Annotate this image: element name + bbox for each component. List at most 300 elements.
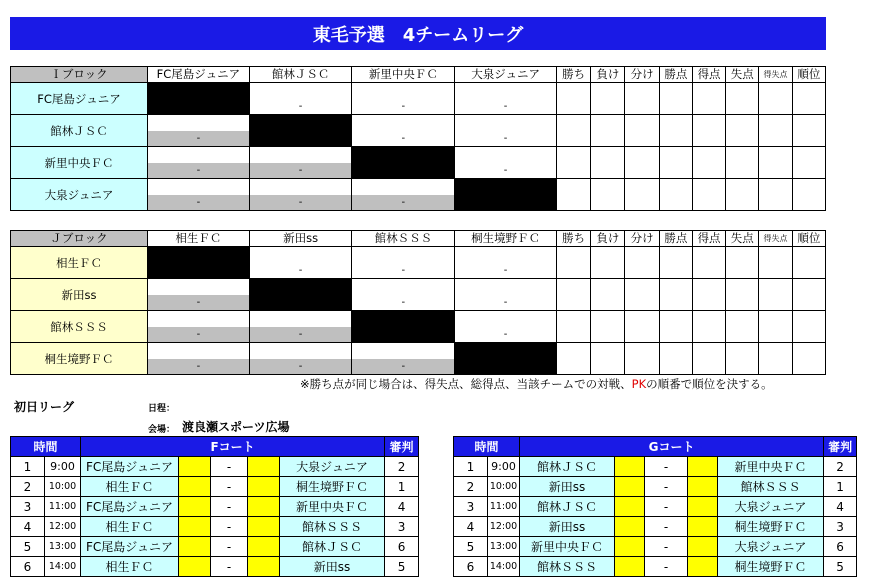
stat-cell <box>692 83 725 115</box>
referee-number: 5 <box>824 557 857 577</box>
match-row <box>454 497 857 517</box>
result-upper <box>352 279 454 294</box>
result-cell <box>249 343 352 375</box>
result-dash: - <box>401 297 406 308</box>
stat-cell <box>759 147 792 179</box>
match-row <box>454 557 857 577</box>
stat-cell <box>726 279 759 311</box>
stat-cell <box>792 115 825 147</box>
row-team-name: 大泉ジュニア <box>11 179 148 211</box>
venue-name: 渡良瀬スポーツ広場 <box>182 420 290 434</box>
stat-header: 勝点 <box>659 67 692 83</box>
result-dash: - <box>503 297 508 308</box>
stat-cell <box>726 343 759 375</box>
match-number: 4 <box>11 517 45 537</box>
result-cell <box>352 343 455 375</box>
stat-cell <box>726 179 759 211</box>
home-team: FC尾島ジュニア <box>81 537 179 557</box>
referee-header: 審判 <box>385 437 419 457</box>
result-cell <box>148 311 250 343</box>
match-number: 2 <box>11 477 45 497</box>
away-score-cell <box>248 457 280 477</box>
result-upper <box>250 247 352 262</box>
stat-header: 失点 <box>726 67 759 83</box>
home-score-cell <box>179 477 211 497</box>
result-upper <box>250 179 352 194</box>
home-team: 館林ＪＳＣ <box>520 497 615 517</box>
stat-cell <box>659 179 692 211</box>
page-title: 東毛予選 4チームリーグ <box>10 17 826 50</box>
stat-cell <box>659 311 692 343</box>
column-team-name: 桐生境野ＦＣ <box>455 231 557 247</box>
away-score-cell <box>248 557 280 577</box>
result-upper <box>455 115 556 130</box>
stat-cell <box>692 147 725 179</box>
stat-header: 得点 <box>692 231 725 247</box>
match-time: 11:00 <box>488 497 520 517</box>
stat-cell <box>625 279 659 311</box>
result-upper <box>352 247 454 262</box>
result-upper <box>148 343 249 358</box>
result-cell <box>148 343 250 375</box>
match-row <box>11 477 419 497</box>
match-time: 12:00 <box>45 517 81 537</box>
match-row <box>11 457 419 477</box>
away-score-cell <box>248 477 280 497</box>
home-score-cell <box>615 537 645 557</box>
stat-cell <box>759 311 792 343</box>
score-separator: - <box>211 517 248 537</box>
stat-cell <box>625 147 659 179</box>
match-number: 1 <box>454 457 488 477</box>
score-separator: - <box>645 457 688 477</box>
result-upper <box>455 279 556 294</box>
away-team: 大泉ジュニア <box>280 457 385 477</box>
match-time: 10:00 <box>45 477 81 497</box>
home-team: 新田ss <box>520 477 615 497</box>
away-team: 館林ＪＳＣ <box>280 537 385 557</box>
match-row <box>454 457 857 477</box>
result-upper <box>352 115 454 130</box>
match-number: 3 <box>11 497 45 517</box>
stat-cell <box>792 179 825 211</box>
home-score-cell <box>615 497 645 517</box>
referee-number: 2 <box>824 457 857 477</box>
stat-cell <box>556 179 590 211</box>
self-match-cell <box>249 279 352 311</box>
away-score-cell <box>688 517 718 537</box>
result-dash: - <box>196 329 201 340</box>
schedule-table-f-court <box>10 436 419 577</box>
result-cell <box>148 179 250 211</box>
stat-header: 負け <box>591 67 625 83</box>
row-team-name: 館林ＪＳＣ <box>11 115 148 147</box>
result-upper <box>148 179 249 194</box>
column-team-name: FC尾島ジュニア <box>148 67 250 83</box>
away-team: 新田ss <box>280 557 385 577</box>
result-dash: - <box>401 361 406 372</box>
column-team-name: 相生ＦＣ <box>148 231 250 247</box>
block-name: Ｊブロック <box>11 231 148 247</box>
self-match-cell <box>148 83 250 115</box>
result-upper <box>250 343 352 358</box>
result-cell <box>249 247 352 279</box>
stat-cell <box>726 247 759 279</box>
score-separator: - <box>211 497 248 517</box>
stat-cell <box>659 83 692 115</box>
match-time: 9:00 <box>488 457 520 477</box>
result-cell <box>352 279 455 311</box>
stat-cell <box>625 247 659 279</box>
referee-number: 3 <box>385 517 419 537</box>
result-dash: - <box>401 101 406 112</box>
score-separator: - <box>645 557 688 577</box>
referee-number: 1 <box>385 477 419 497</box>
stat-cell <box>792 279 825 311</box>
stat-header: 失点 <box>726 231 759 247</box>
result-dash: - <box>196 165 201 176</box>
league-table-block-j <box>10 230 826 375</box>
result-cell <box>249 311 352 343</box>
result-cell <box>352 247 455 279</box>
away-team: 桐生境野ＦＣ <box>718 557 824 577</box>
league-day-label: 初日リーグ <box>14 400 75 414</box>
stat-cell <box>556 247 590 279</box>
match-number: 1 <box>11 457 45 477</box>
match-row <box>11 537 419 557</box>
match-number: 5 <box>454 537 488 557</box>
result-dash: - <box>298 329 303 340</box>
result-dash: - <box>298 197 303 208</box>
score-separator: - <box>645 537 688 557</box>
away-score-cell <box>248 497 280 517</box>
stat-cell <box>659 279 692 311</box>
result-dash: - <box>503 329 508 340</box>
result-dash: - <box>298 361 303 372</box>
result-upper <box>352 343 454 358</box>
home-team: 館林ＳＳＳ <box>520 557 615 577</box>
match-time: 9:00 <box>45 457 81 477</box>
self-match-cell <box>148 247 250 279</box>
league-table-block-i <box>10 66 826 211</box>
stat-header: 分け <box>625 67 659 83</box>
stat-cell <box>692 279 725 311</box>
home-team: 相生ＦＣ <box>81 557 179 577</box>
self-match-cell <box>455 343 557 375</box>
stat-cell <box>759 83 792 115</box>
result-cell <box>148 115 250 147</box>
self-match-cell <box>352 311 455 343</box>
away-team: 大泉ジュニア <box>718 537 824 557</box>
result-cell <box>249 147 352 179</box>
result-upper <box>455 311 556 326</box>
away-team: 館林ＳＳＳ <box>280 517 385 537</box>
match-time: 10:00 <box>488 477 520 497</box>
referee-number: 3 <box>824 517 857 537</box>
result-dash: - <box>401 133 406 144</box>
stat-cell <box>556 311 590 343</box>
score-separator: - <box>645 497 688 517</box>
stat-cell <box>591 247 625 279</box>
column-team-name: 館林ＳＳＳ <box>352 231 455 247</box>
stat-header: 分け <box>625 231 659 247</box>
team-row <box>11 311 826 343</box>
match-row <box>454 517 857 537</box>
self-match-cell <box>455 179 557 211</box>
referee-number: 5 <box>385 557 419 577</box>
stat-header: 勝ち <box>556 67 590 83</box>
team-row <box>11 247 826 279</box>
stat-cell <box>726 147 759 179</box>
result-dash: - <box>503 133 508 144</box>
match-time: 11:00 <box>45 497 81 517</box>
result-upper <box>148 311 249 326</box>
stat-cell <box>556 83 590 115</box>
away-team: 新里中央ＦＣ <box>718 457 824 477</box>
home-score-cell <box>179 497 211 517</box>
team-row <box>11 343 826 375</box>
match-row <box>454 537 857 557</box>
stat-cell <box>591 179 625 211</box>
stat-header: 勝ち <box>556 231 590 247</box>
stat-cell <box>591 147 625 179</box>
column-team-name: 新里中央ＦＣ <box>352 67 455 83</box>
referee-number: 6 <box>385 537 419 557</box>
stat-header: 負け <box>591 231 625 247</box>
row-team-name: 相生ＦＣ <box>11 247 148 279</box>
away-score-cell <box>688 457 718 477</box>
stat-cell <box>692 247 725 279</box>
home-team: FC尾島ジュニア <box>81 497 179 517</box>
home-score-cell <box>179 557 211 577</box>
stat-header: 順位 <box>792 231 825 247</box>
result-dash: - <box>298 165 303 176</box>
venue-label: 会場： <box>148 425 176 435</box>
result-dash: - <box>298 265 303 276</box>
away-score-cell <box>688 497 718 517</box>
stat-cell <box>659 247 692 279</box>
match-row <box>11 557 419 577</box>
column-team-name: 館林ＪＳＣ <box>249 67 352 83</box>
result-cell <box>148 279 250 311</box>
result-cell <box>352 115 455 147</box>
result-dash: - <box>196 297 201 308</box>
result-dash: - <box>401 197 406 208</box>
stat-cell <box>556 343 590 375</box>
stat-cell <box>759 247 792 279</box>
stat-cell <box>625 343 659 375</box>
match-number: 4 <box>454 517 488 537</box>
schedule-header-row <box>454 437 857 457</box>
stat-cell <box>556 147 590 179</box>
result-dash: - <box>503 101 508 112</box>
match-row <box>11 497 419 517</box>
team-row <box>11 83 826 115</box>
league-header-row <box>11 67 826 83</box>
stat-cell <box>659 147 692 179</box>
row-team-name: 新里中央ＦＣ <box>11 147 148 179</box>
away-score-cell <box>248 537 280 557</box>
stat-header: 得点 <box>692 67 725 83</box>
score-separator: - <box>211 457 248 477</box>
result-upper <box>250 147 352 162</box>
stat-cell <box>692 311 725 343</box>
result-upper <box>148 147 249 162</box>
result-dash: - <box>196 197 201 208</box>
match-number: 5 <box>11 537 45 557</box>
referee-number: 4 <box>385 497 419 517</box>
match-number: 2 <box>454 477 488 497</box>
stat-cell <box>726 311 759 343</box>
stat-cell <box>759 115 792 147</box>
result-upper <box>148 115 249 130</box>
stat-cell <box>792 83 825 115</box>
away-team: 桐生境野ＦＣ <box>280 477 385 497</box>
self-match-cell <box>352 147 455 179</box>
team-row <box>11 115 826 147</box>
home-score-cell <box>615 517 645 537</box>
away-score-cell <box>248 517 280 537</box>
score-separator: - <box>645 477 688 497</box>
stat-cell <box>591 343 625 375</box>
home-team: 新田ss <box>520 517 615 537</box>
stat-cell <box>625 83 659 115</box>
score-separator: - <box>211 557 248 577</box>
stat-cell <box>792 247 825 279</box>
home-score-cell <box>615 477 645 497</box>
match-row <box>11 517 419 537</box>
home-score-cell <box>179 517 211 537</box>
result-dash: - <box>503 165 508 176</box>
referee-number: 4 <box>824 497 857 517</box>
match-number: 6 <box>454 557 488 577</box>
stat-cell <box>591 279 625 311</box>
result-upper <box>352 179 454 194</box>
home-team: 新里中央ＦＣ <box>520 537 615 557</box>
stat-cell <box>759 279 792 311</box>
result-upper <box>455 83 556 98</box>
away-team: 新里中央ＦＣ <box>280 497 385 517</box>
stat-cell <box>792 343 825 375</box>
stat-cell <box>692 179 725 211</box>
tiebreak-note: ※勝ち点が同じ場合は、得失点、総得点、当該チームでの対戦、PKの順番で順位を決する。 <box>300 377 773 391</box>
match-row <box>454 477 857 497</box>
result-cell <box>249 179 352 211</box>
away-team: 大泉ジュニア <box>718 497 824 517</box>
match-time: 14:00 <box>45 557 81 577</box>
away-team: 館林ＳＳＳ <box>718 477 824 497</box>
match-time: 14:00 <box>488 557 520 577</box>
away-score-cell <box>688 477 718 497</box>
home-team: 相生ＦＣ <box>81 477 179 497</box>
stat-cell <box>556 279 590 311</box>
result-dash: - <box>401 265 406 276</box>
stat-header: 順位 <box>792 67 825 83</box>
result-upper <box>455 147 556 162</box>
team-row <box>11 147 826 179</box>
away-score-cell <box>688 557 718 577</box>
result-upper <box>148 279 249 294</box>
home-score-cell <box>179 457 211 477</box>
stat-cell <box>692 343 725 375</box>
stat-cell <box>726 83 759 115</box>
court-header: Gコート <box>520 437 824 457</box>
stat-cell <box>591 115 625 147</box>
score-separator: - <box>645 517 688 537</box>
match-time: 12:00 <box>488 517 520 537</box>
stat-cell <box>759 179 792 211</box>
stat-cell <box>726 115 759 147</box>
schedule-header-row <box>11 437 419 457</box>
match-time: 13:00 <box>45 537 81 557</box>
result-dash: - <box>196 361 201 372</box>
date-label: 日程： <box>148 404 176 414</box>
team-row <box>11 279 826 311</box>
stat-cell <box>625 311 659 343</box>
stat-cell <box>659 115 692 147</box>
stat-cell <box>792 147 825 179</box>
stat-cell <box>759 343 792 375</box>
away-team: 桐生境野ＦＣ <box>718 517 824 537</box>
row-team-name: 新田ss <box>11 279 148 311</box>
referee-number: 6 <box>824 537 857 557</box>
stat-header: 得失点 <box>759 231 792 247</box>
result-upper <box>352 83 454 98</box>
result-cell <box>455 311 557 343</box>
stat-cell <box>556 115 590 147</box>
result-cell <box>148 147 250 179</box>
result-dash: - <box>503 265 508 276</box>
score-separator: - <box>211 537 248 557</box>
stat-header: 得失点 <box>759 67 792 83</box>
result-cell <box>352 83 455 115</box>
result-cell <box>455 115 557 147</box>
referee-number: 2 <box>385 457 419 477</box>
column-team-name: 大泉ジュニア <box>455 67 557 83</box>
schedule-table-g-court <box>453 436 857 577</box>
referee-header: 審判 <box>824 437 857 457</box>
column-team-name: 新田ss <box>249 231 352 247</box>
row-team-name: 桐生境野ＦＣ <box>11 343 148 375</box>
away-score-cell <box>688 537 718 557</box>
home-score-cell <box>615 557 645 577</box>
team-row <box>11 179 826 211</box>
block-name: Ｉブロック <box>11 67 148 83</box>
result-cell <box>455 147 557 179</box>
score-separator: - <box>211 477 248 497</box>
home-score-cell <box>615 457 645 477</box>
stat-cell <box>591 83 625 115</box>
home-team: 館林ＪＳＣ <box>520 457 615 477</box>
result-upper <box>455 247 556 262</box>
stat-cell <box>591 311 625 343</box>
result-cell <box>249 83 352 115</box>
stat-cell <box>659 343 692 375</box>
match-time: 13:00 <box>488 537 520 557</box>
stat-cell <box>625 179 659 211</box>
referee-number: 1 <box>824 477 857 497</box>
stat-cell <box>792 311 825 343</box>
result-cell <box>352 179 455 211</box>
home-team: 相生ＦＣ <box>81 517 179 537</box>
stat-header: 勝点 <box>659 231 692 247</box>
result-upper <box>250 311 352 326</box>
home-team: FC尾島ジュニア <box>81 457 179 477</box>
self-match-cell <box>249 115 352 147</box>
result-upper <box>250 83 352 98</box>
league-header-row <box>11 231 826 247</box>
row-team-name: 館林ＳＳＳ <box>11 311 148 343</box>
